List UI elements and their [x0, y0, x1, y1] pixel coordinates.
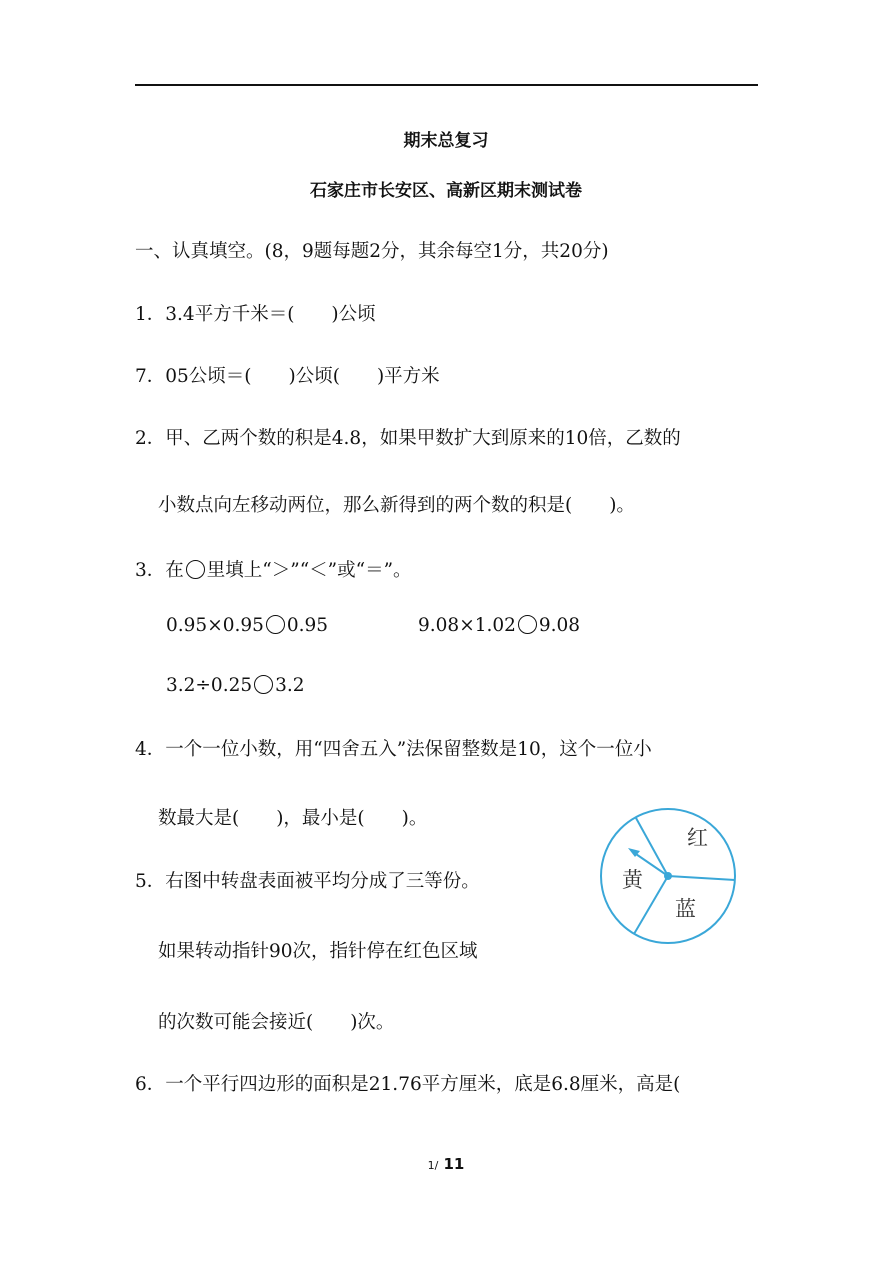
page-indicator — [0, 1154, 892, 1173]
spinner-label-blue: 蓝 — [675, 897, 696, 921]
question-5-line-2: 如果转动指针90次，指针停在红色区域 — [158, 941, 478, 962]
page-total: 11 — [443, 1155, 465, 1173]
question-3-suffix: 里填上“＞”“＜”或“＝”。 — [206, 560, 412, 581]
page-subtitle: 石家庄市长安区、高新区期末测试卷 — [310, 181, 582, 201]
section-heading: 一、认真填空。(8，9题每题2分，其余每空1分，共20分) — [135, 241, 609, 262]
question-6-line-1: 6．一个平行四边形的面积是21.76平方厘米，底是6.8厘米，高是( — [135, 1074, 681, 1095]
comparison-b-left: 9.08×1.02 — [418, 615, 516, 636]
answer-circle-icon — [186, 560, 205, 579]
page-current: 1/ — [427, 1159, 439, 1172]
header-rule — [135, 84, 758, 86]
comparison-c-left: 3.2÷0.25 — [166, 675, 253, 696]
comparison-c-right: 3.2 — [275, 675, 305, 696]
question-1b: 7．05公顷＝( )公顷( )平方米 — [135, 366, 440, 387]
question-5-line-1: 5．右图中转盘表面被平均分成了三等份。 — [135, 871, 480, 892]
page-title: 期末总复习 — [403, 131, 489, 151]
question-1: 1．3.4平方千米＝( )公顷 — [135, 304, 376, 325]
question-3 — [135, 560, 412, 581]
comparison-b-circle-icon[interactable] — [518, 615, 537, 634]
question-2-line-1: 2．甲、乙两个数的积是4.8，如果甲数扩大到原来的10倍，乙数的 — [135, 428, 681, 449]
spinner-label-yellow: 黄 — [622, 868, 643, 892]
question-2-line-2: 小数点向左移动两位，那么新得到的两个数的积是( )。 — [158, 495, 635, 516]
question-5-line-3: 的次数可能会接近( )次。 — [158, 1012, 395, 1033]
comparison-a-circle-icon[interactable] — [266, 615, 285, 634]
question-4-line-1: 4．一个一位小数，用“四舍五入”法保留整数是10，这个一位小 — [135, 739, 652, 760]
comparison-c — [166, 675, 305, 696]
comparison-a-left: 0.95×0.95 — [166, 615, 264, 636]
comparison-c-circle-icon[interactable] — [254, 675, 273, 694]
comparison-a — [166, 615, 328, 636]
comparison-b — [418, 615, 580, 636]
spinner-divider-right — [668, 876, 735, 880]
comparison-b-right: 9.08 — [538, 615, 581, 636]
spinner-label-red: 红 — [687, 826, 708, 850]
question-3-prefix: 3．在 — [135, 560, 184, 581]
spinner-center-dot — [664, 872, 672, 880]
question-4-line-2: 数最大是( )，最小是( )。 — [158, 808, 428, 829]
comparison-a-right: 0.95 — [286, 615, 329, 636]
spinner-diagram — [597, 808, 741, 946]
